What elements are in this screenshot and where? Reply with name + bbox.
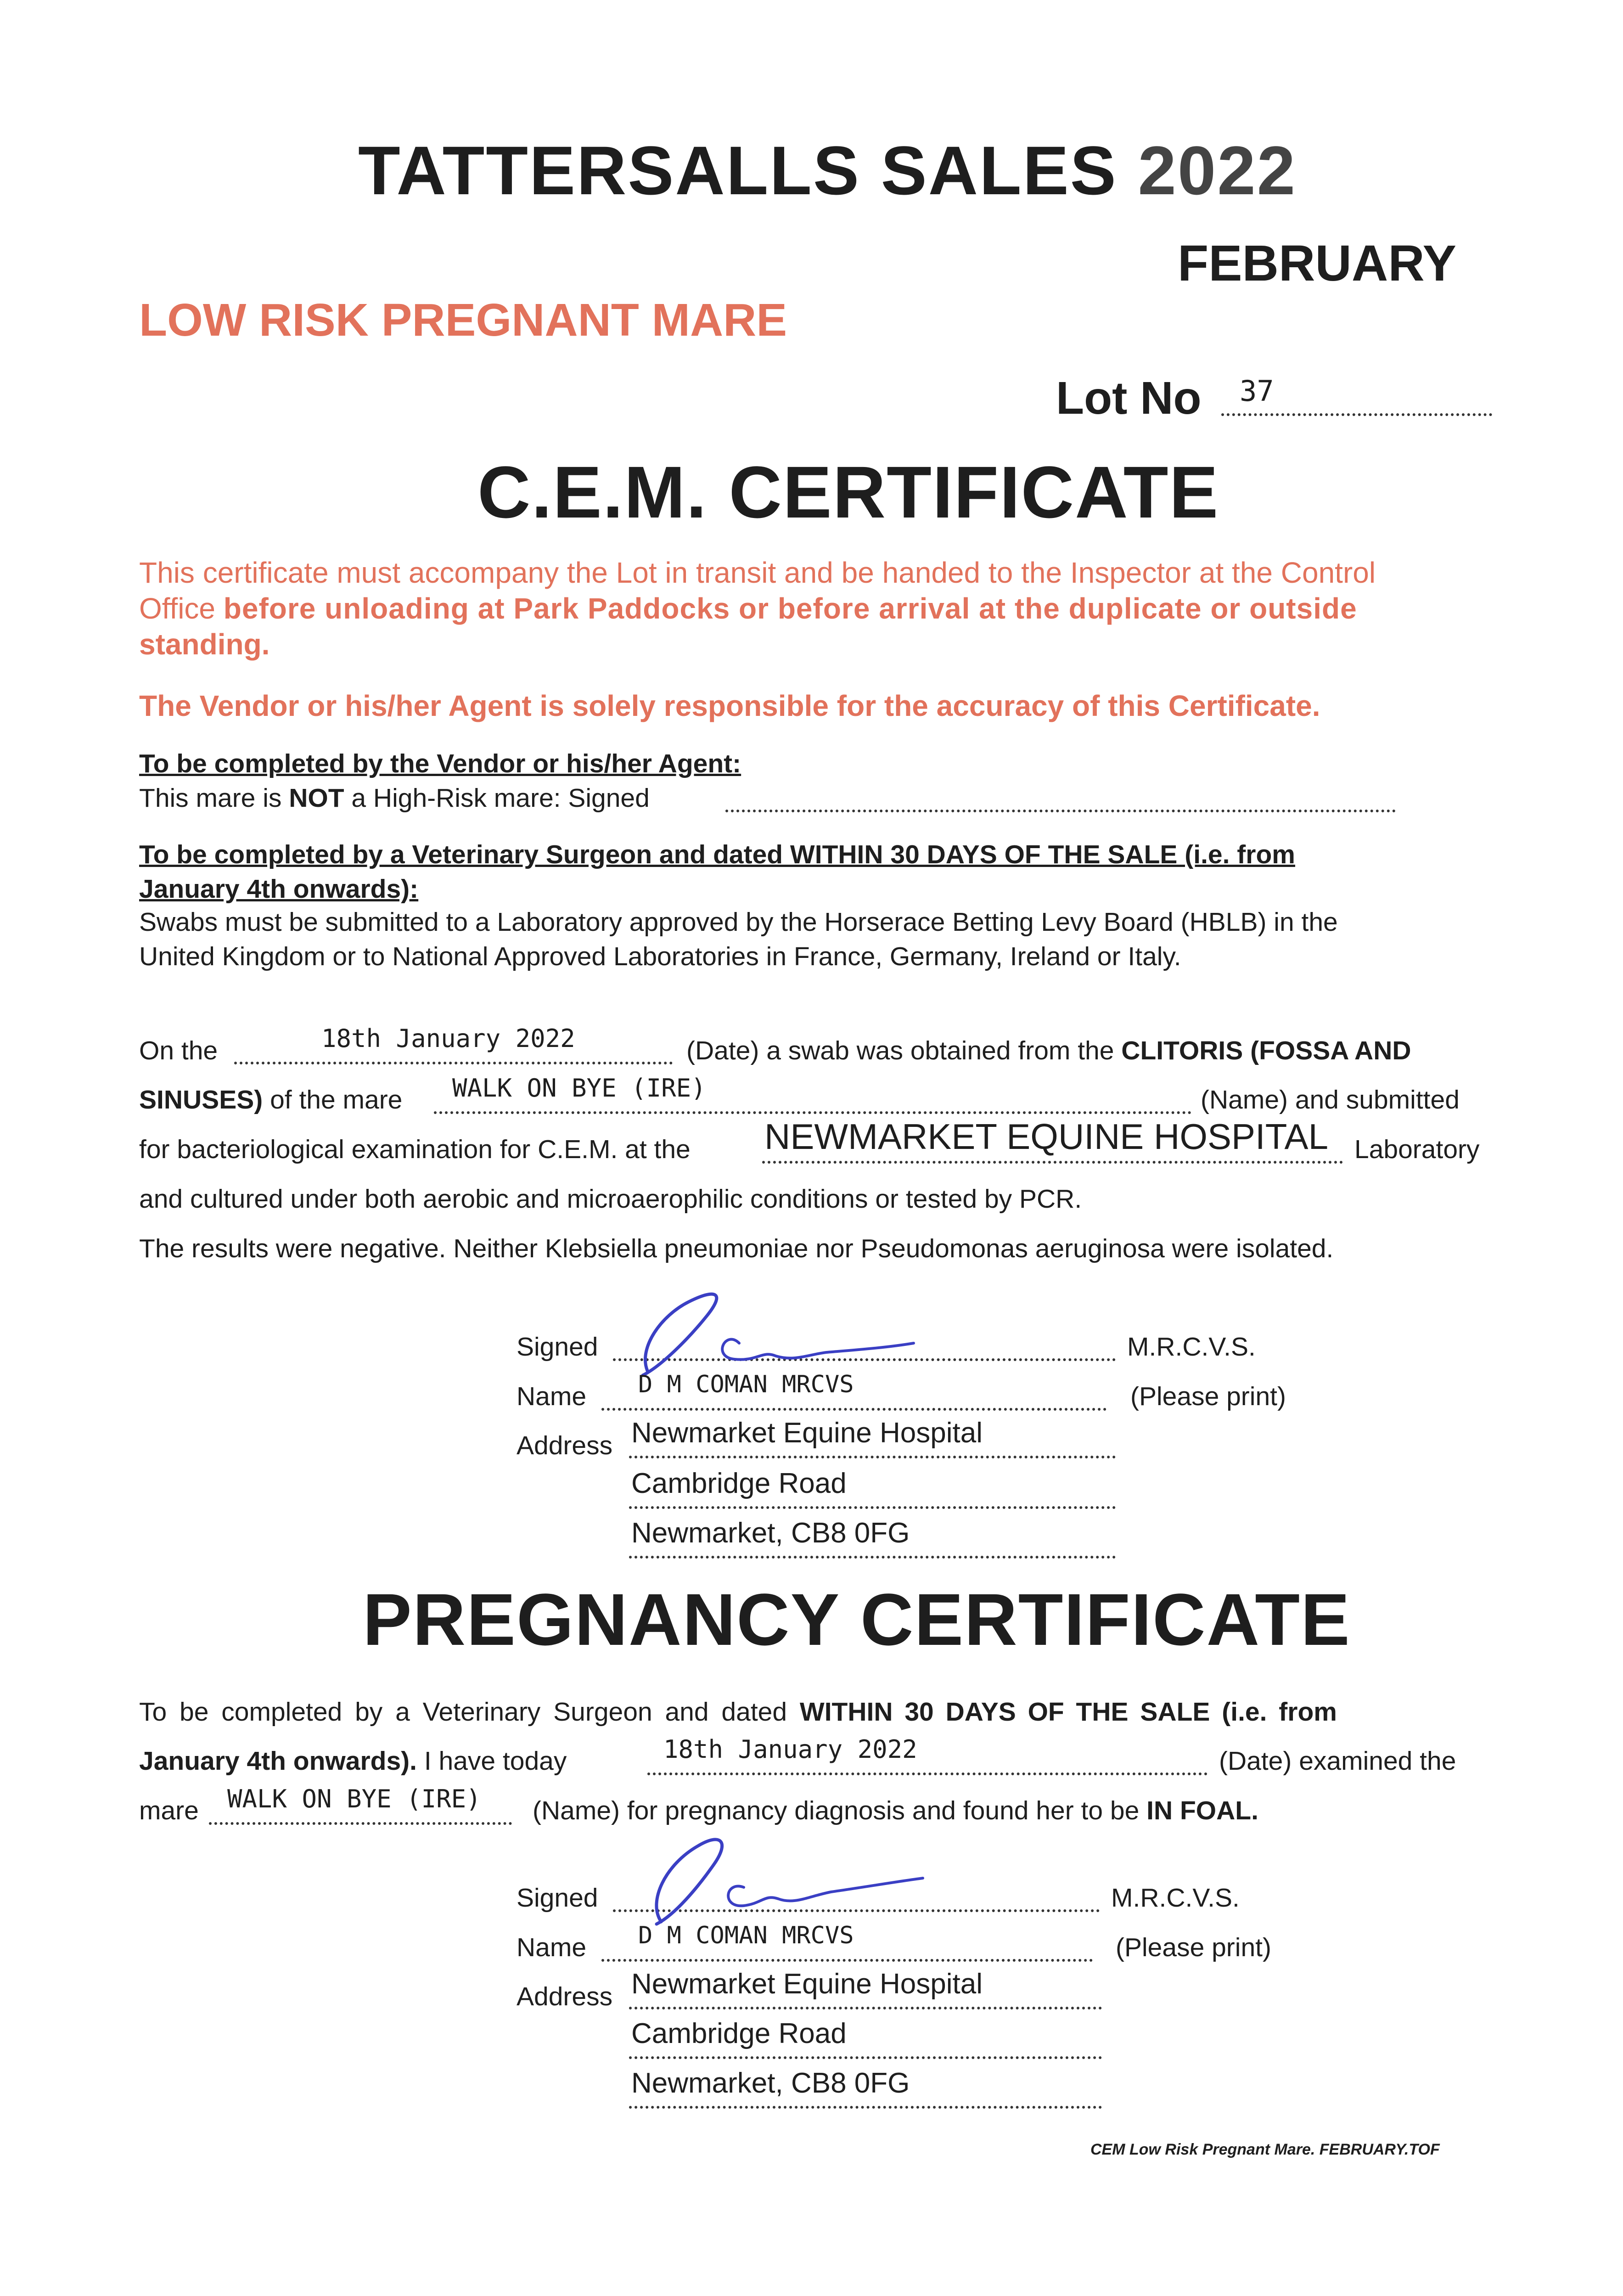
pregnancy-mare-prefix: mare	[139, 1796, 199, 1825]
cem-certificate-title: C.E.M. CERTIFICATE	[477, 451, 1219, 533]
cem-address-line-2	[629, 1506, 1116, 1509]
name-and-submitted: (Name) and submitted	[1201, 1085, 1460, 1114]
swab-requirement-line2: United Kingdom or to National Approved Laboratories in France, Germany, Ireland or Italy.	[139, 942, 1181, 971]
cem-vet-name-value: D M COMAN MRCVS	[638, 1371, 854, 1398]
cem-mare-name-line	[434, 1111, 1191, 1114]
pregnancy-mare-name-value: WALK ON BYE (IRE)	[227, 1784, 481, 1813]
pregnancy-address-line-1	[629, 2007, 1102, 2009]
cem-intro-line2: Office before unloading at Park Paddocks or before arrival at the duplicate or outside	[139, 592, 1357, 625]
cem-intro-line1: This certificate must accompany the Lot in transit and be handed to the Inspector at the Control	[139, 556, 1376, 589]
cem-please-print: (Please print)	[1130, 1382, 1286, 1411]
pregnancy-address-line-2	[629, 2056, 1102, 2059]
cem-address-label: Address	[517, 1431, 613, 1460]
cem-signature-stroke-1	[643, 1294, 717, 1375]
cem-address-2: Cambridge Road	[631, 1468, 847, 1499]
cem-signature-stroke-2	[722, 1339, 914, 1360]
pregnancy-vet-signature	[611, 1823, 932, 1933]
cem-address-3: Newmarket, CB8 0FG	[631, 1517, 910, 1549]
pregnancy-date-line	[647, 1773, 1207, 1775]
pregnancy-line2: January 4th onwards). I have today	[139, 1746, 567, 1776]
cem-address-line-3	[629, 1556, 1116, 1559]
lot-number-value: 37	[1240, 374, 1274, 408]
document-title	[358, 131, 1297, 210]
mare-category: LOW RISK PREGNANT MARE	[139, 294, 787, 346]
pregnancy-address-2: Cambridge Road	[631, 2018, 847, 2049]
title-main: TATTERSALLS SALES	[358, 132, 1138, 209]
cem-mrcvs-label: M.R.C.V.S.	[1127, 1332, 1256, 1362]
pregnancy-address-3: Newmarket, CB8 0FG	[631, 2067, 910, 2099]
cem-address-line-1	[629, 1456, 1116, 1458]
pregnancy-mrcvs-label: M.R.C.V.S.	[1111, 1883, 1240, 1913]
vendor-statement: This mare is NOT a High-Risk mare: Signed	[139, 783, 650, 813]
swab-date-line	[234, 1062, 673, 1064]
cem-name-line	[601, 1408, 1106, 1411]
vendor-signature-line	[725, 810, 1396, 812]
document-reference-footer: CEM Low Risk Pregnant Mare. FEBRUARY.TOF	[1090, 2141, 1440, 2158]
pregnancy-address-line-3	[629, 2106, 1102, 2109]
test-results: The results were negative. Neither Klebsiella pneumoniae nor Pseudomonas aeruginosa were isolated.	[139, 1234, 1334, 1263]
laboratory-suffix: Laboratory	[1354, 1135, 1480, 1164]
exam-prefix: for bacteriological examination for C.E.M. at the	[139, 1135, 691, 1164]
on-the-label: On the	[139, 1036, 218, 1065]
cem-signed-label: Signed	[517, 1332, 598, 1362]
title-year: 2022	[1138, 132, 1297, 209]
pregnancy-diagnosis-text: (Name) for pregnancy diagnosis and found her to be IN FOAL.	[533, 1796, 1258, 1825]
pregnancy-line1: To be completed by a Veterinary Surgeon and dated WITHIN 30 DAYS OF THE SALE (i.e. from	[139, 1697, 1337, 1727]
sale-month: FEBRUARY	[1178, 235, 1457, 292]
laboratory-name-value: NEWMARKET EQUINE HOSPITAL	[764, 1116, 1328, 1157]
swab-date-suffix: (Date) a swab was obtained from the CLITORIS (FOSSA AND	[686, 1036, 1411, 1065]
cem-name-label: Name	[517, 1382, 587, 1411]
pregnancy-signature-stroke-2	[728, 1878, 923, 1906]
pregnancy-vet-name-value: D M COMAN MRCVS	[638, 1922, 854, 1949]
mare-line-prefix: SINUSES) of the mare	[139, 1085, 403, 1114]
cem-mare-name-value: WALK ON BYE (IRE)	[452, 1074, 706, 1103]
swab-requirement-line1: Swabs must be submitted to a Laboratory approved by the Horserace Betting Levy Board (HBLB) in the	[139, 907, 1338, 937]
vet-section-heading-line2: January 4th onwards):	[139, 874, 419, 904]
vendor-section-heading: To be completed by the Vendor or his/her Agent:	[139, 749, 741, 778]
pregnancy-signature-stroke-1	[657, 1840, 722, 1924]
cem-intro-line3: standing.	[139, 628, 270, 661]
pregnancy-address-1: Newmarket Equine Hospital	[631, 1968, 983, 2000]
pregnancy-please-print: (Please print)	[1116, 1933, 1271, 1962]
lot-number-label: Lot No	[1056, 372, 1202, 424]
vet-section-heading-line1: To be completed by a Veterinary Surgeon and dated WITHIN 30 DAYS OF THE SALE (i.e. from	[139, 840, 1295, 869]
laboratory-line	[762, 1161, 1343, 1164]
pregnancy-signed-label: Signed	[517, 1883, 598, 1913]
cem-address-1: Newmarket Equine Hospital	[631, 1417, 983, 1449]
pregnancy-address-label: Address	[517, 1982, 613, 2011]
pregnancy-name-line	[601, 1959, 1093, 1962]
pregnancy-date-suffix: (Date) examined the	[1219, 1746, 1456, 1776]
pregnancy-date-value: 18th January 2022	[663, 1735, 917, 1764]
pregnancy-certificate-title: PREGNANCY CERTIFICATE	[363, 1578, 1351, 1660]
cem-vet-signature	[611, 1274, 923, 1384]
lot-number-line	[1221, 413, 1492, 416]
culture-conditions: and cultured under both aerobic and microaerophilic conditions or tested by PCR.	[139, 1184, 1082, 1214]
pregnancy-name-label: Name	[517, 1933, 587, 1962]
swab-date-value: 18th January 2022	[321, 1024, 575, 1053]
vendor-responsibility-note: The Vendor or his/her Agent is solely responsible for the accuracy of this Certificate.	[139, 689, 1320, 722]
pregnancy-mare-name-line	[209, 1822, 512, 1825]
